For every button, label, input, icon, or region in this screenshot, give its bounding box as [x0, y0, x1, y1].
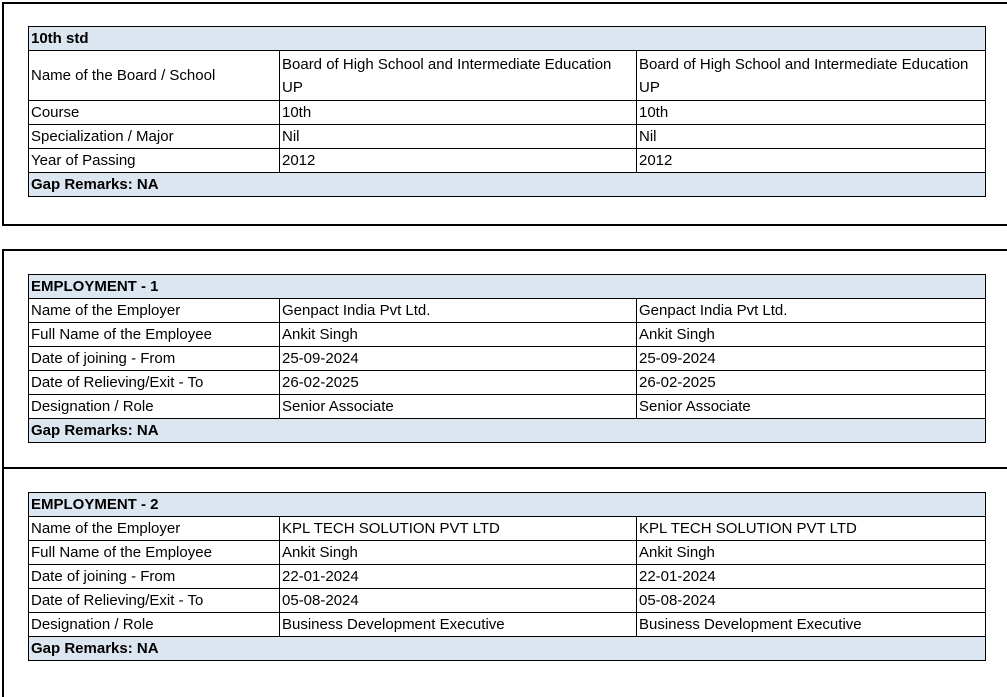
row-value: Nil: [637, 125, 986, 149]
row-value: 10th: [637, 101, 986, 125]
row-value: Board of High School and Intermediate Education UP: [280, 51, 637, 101]
row-value: 25-09-2024: [280, 347, 637, 371]
employment-1-table: [28, 274, 986, 443]
row-value: 22-01-2024: [280, 565, 637, 589]
row-value: Business Development Executive: [280, 613, 637, 637]
row-label: Course: [29, 101, 280, 125]
row-value: 26-02-2025: [637, 371, 986, 395]
row-value: Nil: [280, 125, 637, 149]
row-value: Ankit Singh: [280, 541, 637, 565]
row-value: Genpact India Pvt Ltd.: [637, 299, 986, 323]
row-label: Name of the Board / School: [29, 51, 280, 101]
row-value: 22-01-2024: [637, 565, 986, 589]
row-value: 26-02-2025: [280, 371, 637, 395]
row-value: 2012: [637, 149, 986, 173]
row-label: Date of Relieving/Exit - To: [29, 371, 280, 395]
row-value: Ankit Singh: [637, 323, 986, 347]
row-value: 10th: [280, 101, 637, 125]
row-value: Board of High School and Intermediate Education UP: [637, 51, 986, 101]
row-label: Designation / Role: [29, 395, 280, 419]
row-label: Full Name of the Employee: [29, 323, 280, 347]
row-value: 05-08-2024: [637, 589, 986, 613]
row-value: 25-09-2024: [637, 347, 986, 371]
row-value: 05-08-2024: [280, 589, 637, 613]
education-table: [28, 26, 986, 197]
row-label: Name of the Employer: [29, 517, 280, 541]
row-label: Full Name of the Employee: [29, 541, 280, 565]
row-value: Ankit Singh: [637, 541, 986, 565]
gap-remarks: Gap Remarks: NA: [29, 637, 986, 661]
row-label: Date of joining - From: [29, 347, 280, 371]
row-label: Date of joining - From: [29, 565, 280, 589]
row-label: Date of Relieving/Exit - To: [29, 589, 280, 613]
row-value: Senior Associate: [280, 395, 637, 419]
employment-1-title: EMPLOYMENT - 1: [29, 275, 986, 299]
education-title: 10th std: [29, 27, 986, 51]
row-value: Genpact India Pvt Ltd.: [280, 299, 637, 323]
row-value: Ankit Singh: [280, 323, 637, 347]
gap-remarks: Gap Remarks: NA: [29, 419, 986, 443]
row-label: Designation / Role: [29, 613, 280, 637]
gap-remarks: Gap Remarks: NA: [29, 173, 986, 197]
row-value: KPL TECH SOLUTION PVT LTD: [280, 517, 637, 541]
row-value: Senior Associate: [637, 395, 986, 419]
employment-2-table: [28, 492, 986, 661]
row-value: Business Development Executive: [637, 613, 986, 637]
row-value: 2012: [280, 149, 637, 173]
row-label: Name of the Employer: [29, 299, 280, 323]
employment-2-title: EMPLOYMENT - 2: [29, 493, 986, 517]
row-value: KPL TECH SOLUTION PVT LTD: [637, 517, 986, 541]
row-label: Specialization / Major: [29, 125, 280, 149]
row-label: Year of Passing: [29, 149, 280, 173]
